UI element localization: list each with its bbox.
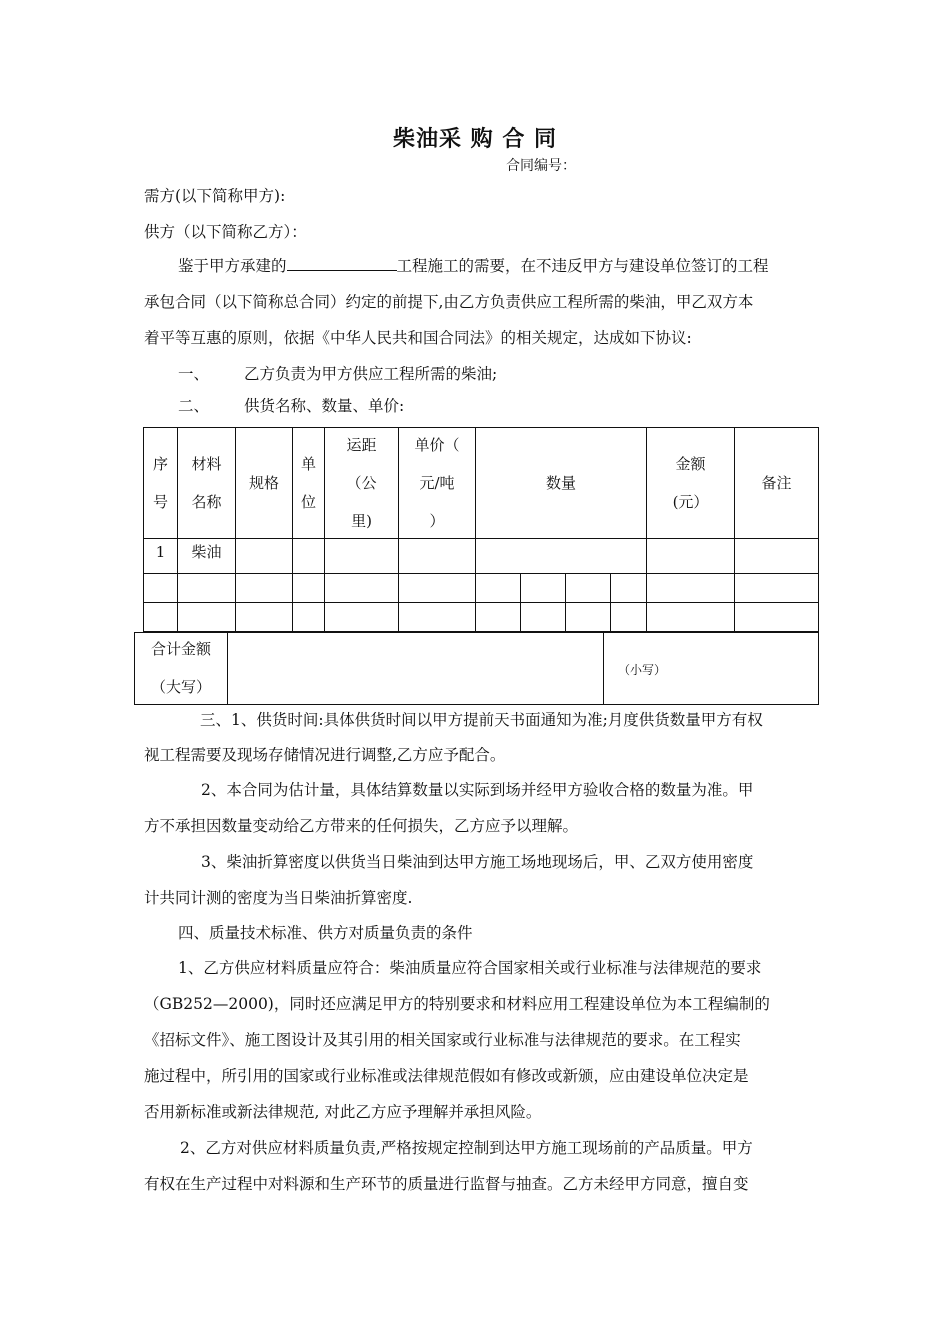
row1-name: 柴油 <box>178 539 236 574</box>
goods-table <box>143 427 819 632</box>
table-cell[interactable] <box>293 574 325 603</box>
table-cell[interactable] <box>521 603 566 632</box>
table-cell[interactable] <box>647 539 735 574</box>
section4-p1-line-2: （GB252—2000)，同时还应满足甲方的特别要求和材料应用工程建设单位为本工程编制的 <box>144 995 770 1013</box>
clause-1 <box>178 364 497 384</box>
clause-2-text: 供货名称、数量、单价: <box>244 397 405 415</box>
table-cell[interactable] <box>236 539 293 574</box>
small-figure-label: （小写） <box>618 662 667 677</box>
table-cell[interactable] <box>236 603 293 632</box>
section3-2-line-2: 方不承担因数量变动给乙方带来的任何损失，乙方应予以理解。 <box>144 817 579 835</box>
header-distance: 运距 （公 里) <box>325 428 399 539</box>
section4-heading: 四、质量技术标准、供方对质量负责的条件 <box>178 924 473 942</box>
total-amount-table <box>134 632 819 705</box>
section4-p2-line-2: 有权在生产过程中对料源和生产环节的质量进行监督与抽查。乙方未经甲方同意，擅自变 <box>144 1175 749 1193</box>
intro-line-1 <box>178 256 769 276</box>
table-row <box>144 539 819 574</box>
table-cell[interactable] <box>144 603 178 632</box>
section3-3-line-2: 计共同计测的密度为当日柴油折算密度. <box>144 889 413 907</box>
clause-2 <box>178 396 404 416</box>
page-title: 柴油采 购 合 同 <box>393 127 557 152</box>
table-cell[interactable] <box>399 603 476 632</box>
table-cell[interactable] <box>293 539 325 574</box>
table-cell[interactable] <box>566 574 611 603</box>
table-cell[interactable] <box>521 574 566 603</box>
table-cell[interactable] <box>735 574 819 603</box>
project-name-blank <box>287 256 397 271</box>
table-cell[interactable] <box>399 539 476 574</box>
clause-2-number: 二、 <box>178 397 210 415</box>
section3-3-line-1: 3、柴油折算密度以供货当日柴油到达甲方施工场地现场后，甲、乙双方使用密度 <box>201 853 754 871</box>
header-amount: 金额 (元） <box>647 428 735 539</box>
total-amount-words-cell[interactable] <box>228 633 604 705</box>
header-spec: 规格 <box>236 428 293 539</box>
header-remark: 备注 <box>735 428 819 539</box>
total-amount-label: 合计金额 （大写） <box>135 633 228 705</box>
table-cell[interactable] <box>735 603 819 632</box>
section4-p1-line-3: 《招标文件》、施工图设计及其引用的相关国家或行业标准与法律规范的要求。在工程实 <box>144 1031 741 1049</box>
clause-1-text: 乙方负责为甲方供应工程所需的柴油; <box>244 365 498 383</box>
section3-1-line-1: 三、1、供货时间:具体供货时间以甲方提前天书面通知为准;月度供货数量甲方有权 <box>200 711 763 729</box>
intro-line-3: 着平等互惠的原则，依据《中华人民共和国合同法》的相关规定，达成如下协议: <box>144 329 692 347</box>
section4-p1-line-1: 1、乙方供应材料质量应符合：柴油质量应符合国家相关或行业标准与法律规范的要求 <box>178 959 762 977</box>
section3-2-line-1: 2、本合同为估计量，具体结算数量以实际到场并经甲方验收合格的数量为准。甲 <box>201 781 754 799</box>
table-row <box>144 574 819 603</box>
table-cell[interactable] <box>144 574 178 603</box>
table-cell[interactable] <box>647 603 735 632</box>
section3-1-line-2: 视工程需要及现场存储情况进行调整,乙方应予配合。 <box>144 746 506 764</box>
header-unit: 单 位 <box>293 428 325 539</box>
intro-line-2: 承包合同（以下简称总合同）约定的前提下,由乙方负责供应工程所需的柴油，甲乙双方本 <box>144 293 754 311</box>
table-header-row <box>144 428 819 539</box>
table-cell[interactable] <box>476 574 521 603</box>
header-unit-price: 单价（ 元/吨 ） <box>399 428 476 539</box>
header-quantity: 数量 <box>476 428 647 539</box>
table-cell[interactable] <box>399 574 476 603</box>
table-cell[interactable] <box>611 603 647 632</box>
clause-1-number: 一、 <box>178 365 210 383</box>
table-cell[interactable] <box>325 539 399 574</box>
table-cell[interactable] <box>236 574 293 603</box>
section4-p1-line-4: 施过程中，所引用的国家或行业标准或法律规范假如有修改或新颁，应由建设单位决定是 <box>144 1067 749 1085</box>
intro-text-b: 工程施工的需要，在不违反甲方与建设单位签订的工程 <box>396 257 769 275</box>
total-amount-figures-cell[interactable] <box>604 633 819 705</box>
seller-line: 供方（以下简称乙方）： <box>144 223 307 241</box>
table-cell[interactable] <box>178 574 236 603</box>
table-row <box>144 603 819 632</box>
table-cell[interactable] <box>476 539 647 574</box>
contract-number-label: 合同编号： <box>506 158 576 174</box>
table-cell[interactable] <box>178 603 236 632</box>
buyer-line: 需方(以下简称甲方): <box>144 187 286 205</box>
table-cell[interactable] <box>611 574 647 603</box>
table-cell[interactable] <box>293 603 325 632</box>
table-cell[interactable] <box>476 603 521 632</box>
table-cell[interactable] <box>566 603 611 632</box>
header-material-name: 材料 名称 <box>178 428 236 539</box>
intro-text-a: 鉴于甲方承建的 <box>178 257 287 275</box>
table-cell[interactable] <box>325 603 399 632</box>
table-cell[interactable] <box>735 539 819 574</box>
section4-p2-line-1: 2、乙方对供应材料质量负责,严格按规定控制到达甲方施工现场前的产品质量。甲方 <box>180 1139 753 1157</box>
table-cell[interactable] <box>325 574 399 603</box>
table-cell[interactable] <box>647 574 735 603</box>
row1-seq: 1 <box>144 539 178 574</box>
header-seq: 序 号 <box>144 428 178 539</box>
section4-p1-line-5: 否用新标准或新法律规范, 对此乙方应予理解并承担风险。 <box>144 1103 542 1121</box>
